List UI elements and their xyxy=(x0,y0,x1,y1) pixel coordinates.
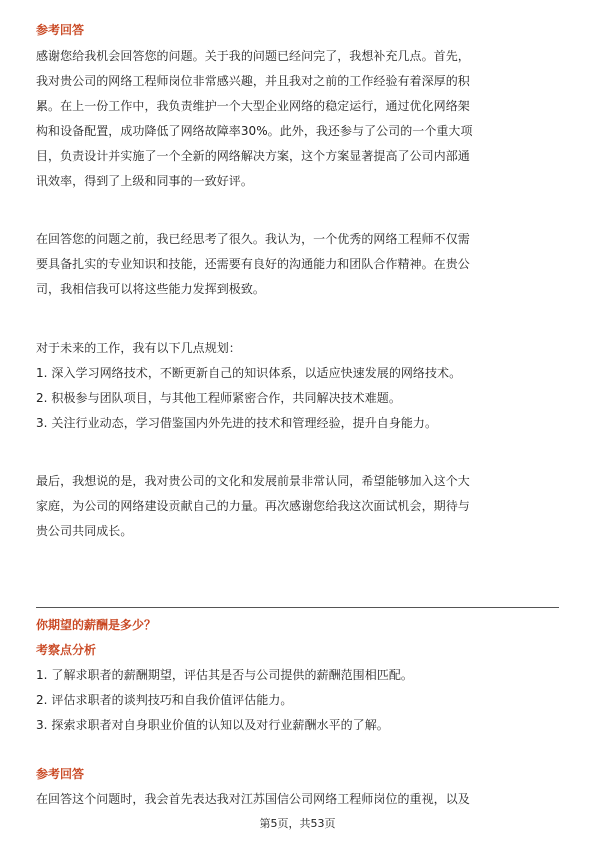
ref-answer-heading: 参考回答 xyxy=(36,23,85,37)
answer-line: 感谢您给我机会回答您的问题。关于我的问题已经问完了，我想补充几点。首先， xyxy=(36,49,470,63)
answer-line: 目，负责设计并实施了一个全新的网络解决方案，这个方案显著提高了公司内部通 xyxy=(36,149,470,163)
analysis-heading: 考察点分析 xyxy=(36,643,97,657)
closing-line: 最后，我想说的是，我对贵公司的文化和发展前景非常认同，希望能够加入这个大 xyxy=(36,474,470,488)
closing-line: 贵公司共同成长。 xyxy=(36,524,133,538)
plan-item: 1. 深入学习网络技术，不断更新自己的知识体系，以适应快速发展的网络技术。 xyxy=(36,366,462,380)
plan-item: 2. 积极参与团队项目，与其他工程师紧密合作，共同解决技术难题。 xyxy=(36,391,401,405)
closing-line: 家庭，为公司的网络建设贡献自己的力量。再次感谢您给我这次面试机会，期待与 xyxy=(36,499,470,513)
question-heading: 你期望的薪酬是多少？ xyxy=(36,618,157,632)
answer-line: 累。在上一份工作中，我负责维护一个大型企业网络的稳定运行，通过优化网络架 xyxy=(36,99,470,113)
answer-line: 我对贵公司的网络工程师岗位非常感兴趣，并且我对之前的工作经验有着深厚的积 xyxy=(36,74,470,88)
answer-line: 构和设备配置，成功降低了网络故障率30%。此外，我还参与了公司的一个重大项 xyxy=(36,124,473,138)
plan-intro: 对于未来的工作，我有以下几点规划： xyxy=(36,341,241,355)
section-divider xyxy=(36,607,559,608)
answer-line: 在回答这个问题时，我会首先表达我对江苏国信公司网络工程师岗位的重视，以及 xyxy=(36,792,470,806)
page-number: 第5页，共53页 xyxy=(259,817,336,830)
plan-item: 3. 关注行业动态，学习借鉴国内外先进的技术和管理经验，提升自身能力。 xyxy=(36,416,438,430)
answer-line: 讯效率，得到了上级和同事的一致好评。 xyxy=(36,174,253,188)
ref-answer-heading: 参考回答 xyxy=(36,767,85,781)
answer-line: 司，我相信我可以将这些能力发挥到极致。 xyxy=(36,282,265,296)
answer-line: 要具备扎实的专业知识和技能，还需要有良好的沟通能力和团队合作精神。在贵公 xyxy=(36,257,470,271)
answer-line: 在回答您的问题之前，我已经思考了很久。我认为，一个优秀的网络工程师不仅需 xyxy=(36,232,470,246)
analysis-item: 2. 评估求职者的谈判技巧和自我价值评估能力。 xyxy=(36,693,293,707)
analysis-item: 1. 了解求职者的薪酬期望，评估其是否与公司提供的薪酬范围相匹配。 xyxy=(36,668,413,682)
analysis-item: 3. 探索求职者对自身职业价值的认知以及对行业薪酬水平的了解。 xyxy=(36,718,389,732)
